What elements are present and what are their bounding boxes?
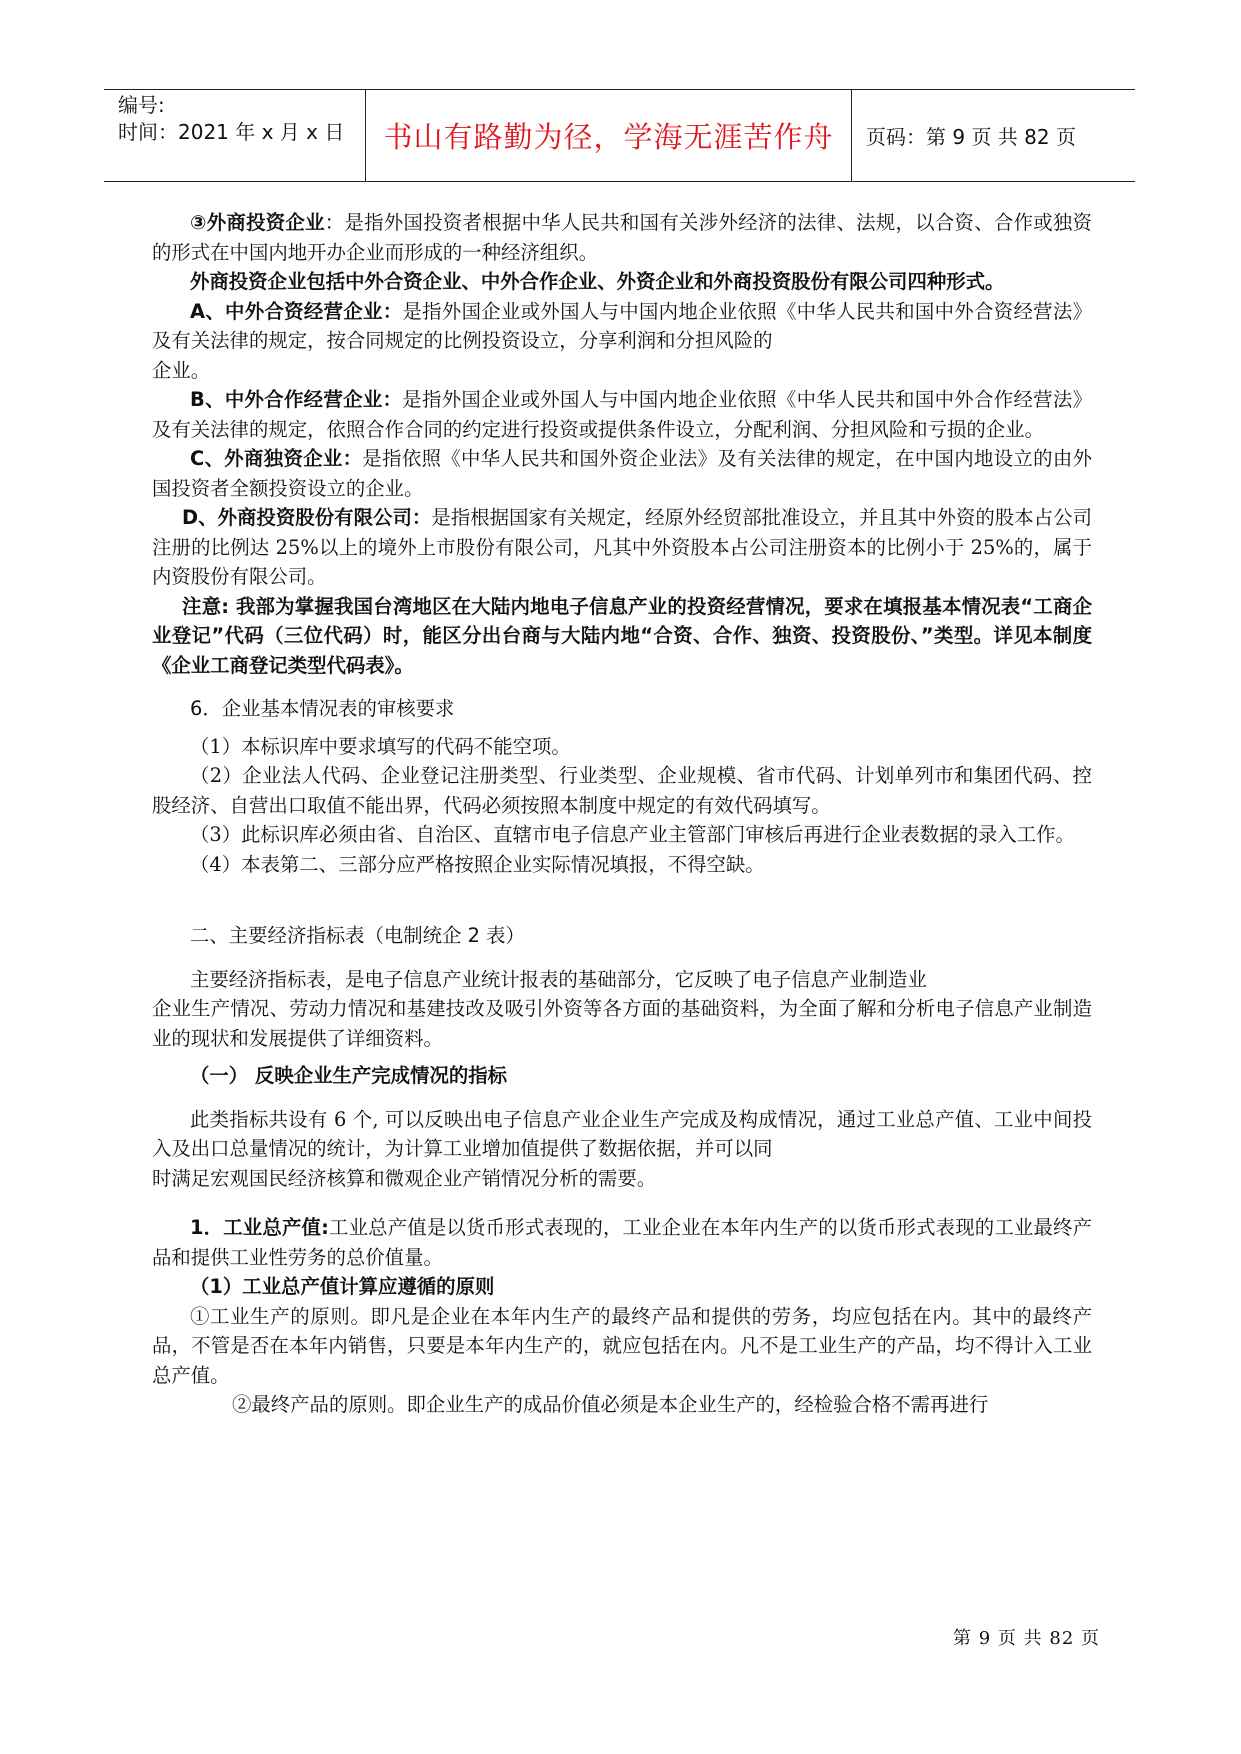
item-1-paragraph	[152, 1213, 1092, 1272]
item-1-subtitle: （1）工业总产值计算应遵循的原则	[190, 1275, 495, 1298]
text-gross-output: 工业总产值是以货币形式表现的，工业企业在本年内生产的以货币形式表现的工业最终产品和提供工业性劳务的总价值量。	[152, 1216, 1093, 1269]
term-joint-venture: A、中外合资经营企业：	[190, 299, 403, 323]
text-joint-stock: 是指根据国家有关规定，经原外经贸部批准设立，并且其中外资的股本占公司注册的比例达 25%以上的境外上市股份有限公司，凡其中外资股本占公司注册资本的比例小于 25%的，属于内资股份有限公司。	[152, 506, 1092, 588]
subsection-1-paragraph-cont: 时满足宏观国民经济核算和微观企业产销情况分析的需要。	[152, 1166, 657, 1190]
text-cooperative: 是指外国企业或外国人与中国内地企业依照《中华人民共和国中外合作经营法》及有关法律的规定，依照合作合同的约定进行投资或提供条件设立，分配利润、分担风险和亏损的企业。	[152, 388, 1092, 441]
paragraph-note: 注意: 我部为掌握我国台湾地区在大陆内地电子信息产业的投资经营情况，要求在填报基本情况表“工商企业登记”代码（三位代码）时，能区分出台商与大陆内地“合资、合作、独资、投资股份、”类型。详见本制度《企业工商登记类型代码表》。	[152, 594, 1092, 677]
header-page-label: 页码：第 9 页 共 82 页	[866, 125, 1076, 149]
header-number-label: 编号:	[118, 93, 165, 117]
document-body	[152, 208, 1092, 1420]
term-joint-stock: D、外商投资股份有限公司：	[182, 506, 432, 529]
subsection-1-title: （一） 反映企业生产完成情况的指标	[190, 1064, 507, 1087]
page-footer: 第 9 页 共 82 页	[953, 1628, 1100, 1649]
section-6-item-3: （3）此标识库必须由省、自治区、直辖市电子信息产业主管部门审核后再进行企业表数据的录入工作。	[190, 823, 1075, 846]
item-1-rule-2: ②最终产品的原则。即企业生产的成品价值必须是本企业生产的，经检验合格不需再进行	[232, 1393, 989, 1416]
term-gross-output: 1．工业总产值:	[190, 1216, 329, 1239]
paragraph-foreign-investment	[152, 208, 1092, 267]
header-info	[104, 90, 366, 181]
paragraph-joint-venture	[152, 297, 1092, 356]
subsection-1-paragraph: 此类指标共设有 6 个, 可以反映出电子信息产业企业生产完成及构成情况，通过工业总产值、工业中间投入及出口总量情况的统计，为计算工业增加值提供了数据依据，并可以同	[152, 1107, 1092, 1160]
term-wholly-foreign: C、外商独资企业：	[190, 447, 363, 470]
section-6-item-1: （1）本标识库中要求填写的代码不能空项。	[190, 734, 571, 758]
section-6-item-4: （4）本表第二、三部分应严格按照企业实际情况填报，不得空缺。	[190, 852, 765, 876]
page-header	[104, 89, 1135, 182]
header-time-label: 时间：2021 年 x 月 x 日	[118, 120, 345, 144]
section-2-title: 二、主要经济指标表（电制统企 2 表）	[190, 924, 525, 947]
item-1-rule-1: ①工业生产的原则。即凡是企业在本年内生产的最终产品和提供的劳务，均应包括在内。其中的最终产品，不管是否在本年内销售，只要是本年内生产的，就应包括在内。凡不是工业生产的产品，均不得计入工业总产值。	[152, 1304, 1092, 1387]
text-wholly-foreign: 是指依照《中华人民共和国外资企业法》及有关法律的规定，在中国内地设立的由外国投资者全额投资设立的企业。	[152, 447, 1093, 500]
paragraph-cooperative	[152, 385, 1092, 444]
paragraph-joint-venture-tail: 企业。	[152, 358, 211, 382]
text-foreign-investment: ：是指外国投资者根据中华人民共和国有关涉外经济的法律、法规，以合资、合作或独资的形式在中国内地开办企业而形成的一种经济组织。	[152, 211, 1093, 264]
paragraph-four-forms: 外商投资企业包括中外合资企业、中外合作企业、外资企业和外商投资股份有限公司四种形式。	[190, 270, 1005, 293]
section-6-item-2: （2）企业法人代码、企业登记注册类型、行业类型、企业规模、省市代码、计划单列市和集团代码、控股经济、自营出口取值不能出界，代码必须按照本制度中规定的有效代码填写。	[152, 764, 1092, 817]
header-motto: 书山有路勤为径，学海无涯苦作舟	[366, 90, 852, 181]
term-cooperative: B、中外合作经营企业：	[190, 388, 403, 411]
term-foreign-investment: ③外商投资企业	[190, 211, 325, 234]
section-6-title: 6．企业基本情况表的审核要求	[190, 697, 455, 720]
section-2-paragraph: 主要经济指标表，是电子信息产业统计报表的基础部分，它反映了电子信息产业制造业	[190, 967, 927, 991]
paragraph-wholly-foreign	[152, 444, 1092, 503]
text-joint-venture: 是指外国企业或外国人与中国内地企业依照《中华人民共和国中外合资经营法》及有关法律的规定，按合同规定的比例投资设立，分享利润和分担风险的	[152, 299, 1092, 352]
section-2-paragraph-cont: 企业生产情况、劳动力情况和基建技改及吸引外资等各方面的基础资料，为全面了解和分析电子信息产业制造业的现状和发展提供了详细资料。	[152, 997, 1092, 1050]
paragraph-joint-stock	[152, 503, 1092, 592]
